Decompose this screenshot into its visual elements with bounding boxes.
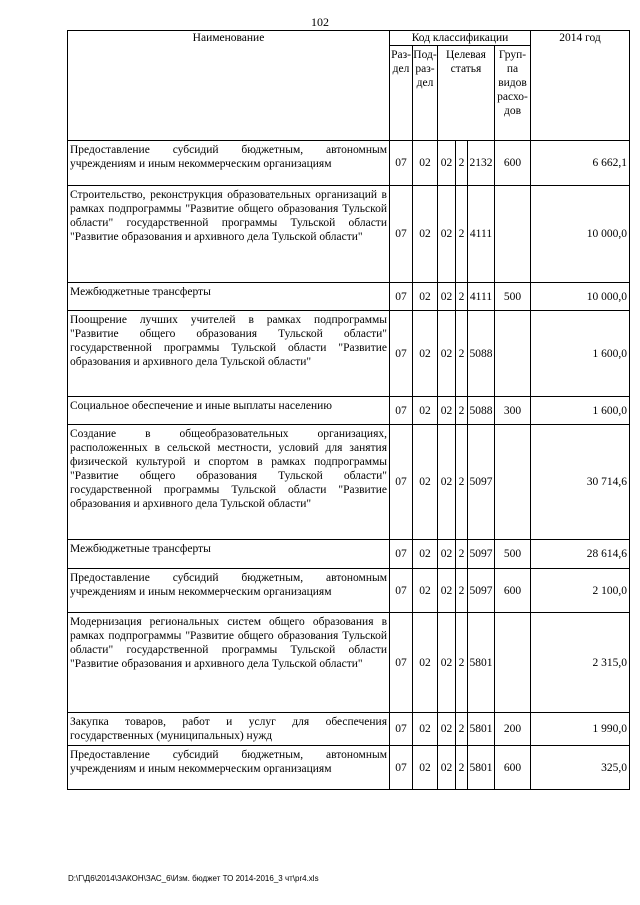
row-target-3: 4111 (468, 186, 495, 283)
row-target-3: 5801 (468, 746, 495, 790)
table-row (68, 613, 630, 713)
table-row (68, 283, 630, 311)
row-target-1: 02 (438, 397, 456, 425)
row-sum: 1 600,0 (531, 397, 630, 425)
table-row (68, 311, 630, 397)
row-name: Межбюджетные трансферты (68, 540, 390, 569)
header-name: Наименование (68, 31, 390, 141)
row-subsection: 02 (413, 713, 438, 746)
row-sum: 6 662,1 (531, 141, 630, 186)
row-subsection: 02 (413, 141, 438, 186)
table-body (68, 141, 630, 790)
page-number: 102 (311, 15, 329, 29)
row-target-1: 02 (438, 141, 456, 186)
budget-table (67, 30, 630, 790)
header-code: Код классификации (390, 31, 531, 46)
row-section: 07 (390, 540, 413, 569)
header-subsection: Под- раз- дел (413, 46, 438, 141)
row-section: 07 (390, 613, 413, 713)
row-sum: 1 600,0 (531, 311, 630, 397)
row-subsection: 02 (413, 397, 438, 425)
row-target-3: 2132 (468, 141, 495, 186)
row-subsection: 02 (413, 540, 438, 569)
row-target-2: 2 (456, 186, 468, 283)
table-row (68, 540, 630, 569)
row-group: 500 (495, 283, 531, 311)
row-section: 07 (390, 311, 413, 397)
row-group: 600 (495, 569, 531, 613)
row-target-2: 2 (456, 425, 468, 540)
row-target-2: 2 (456, 713, 468, 746)
row-name: Создание в общеобразовательных организациях, расположенных в сельской местности, условий для занятия физической культурой и спортом в рамках подпрограммы "Развитие общего образования Тульской области" государственной программы Тульской области "Развитие образования и архивного дела Тульской области" (68, 425, 390, 540)
row-sum: 10 000,0 (531, 283, 630, 311)
row-sum: 325,0 (531, 746, 630, 790)
table-row (68, 141, 630, 186)
row-group: 300 (495, 397, 531, 425)
row-subsection: 02 (413, 311, 438, 397)
row-group (495, 425, 531, 540)
header-section: Раз- дел (390, 46, 413, 141)
row-target-1: 02 (438, 186, 456, 283)
row-target-2: 2 (456, 311, 468, 397)
row-target-2: 2 (456, 141, 468, 186)
row-target-3: 5801 (468, 713, 495, 746)
row-group: 600 (495, 746, 531, 790)
row-section: 07 (390, 186, 413, 283)
row-name: Строительство, реконструкция образовательных организаций в рамках подпрограммы "Развитие общего образования Тульской области" государственной программы Тульской области "Развитие образования и архивного дела Тульской области" (68, 186, 390, 283)
row-target-3: 5097 (468, 540, 495, 569)
row-group: 200 (495, 713, 531, 746)
table-row (68, 186, 630, 283)
row-sum: 30 714,6 (531, 425, 630, 540)
row-target-1: 02 (438, 569, 456, 613)
row-target-3: 4111 (468, 283, 495, 311)
file-path-footer: D:\Г\Д6\2014\ЗАКОН\ЗАС_6\Изм. бюджет ТО 2014-2016_3 чт\pr4.xls (68, 874, 319, 883)
row-target-2: 2 (456, 283, 468, 311)
row-target-3: 5097 (468, 569, 495, 613)
row-target-1: 02 (438, 613, 456, 713)
row-sum: 10 000,0 (531, 186, 630, 283)
row-group (495, 311, 531, 397)
row-target-3: 5097 (468, 425, 495, 540)
row-group (495, 186, 531, 283)
table-row (68, 713, 630, 746)
row-name: Социальное обеспечение и иные выплаты населению (68, 397, 390, 425)
row-section: 07 (390, 425, 413, 540)
row-target-1: 02 (438, 283, 456, 311)
row-group: 600 (495, 141, 531, 186)
row-sum: 1 990,0 (531, 713, 630, 746)
row-subsection: 02 (413, 425, 438, 540)
row-sum: 2 100,0 (531, 569, 630, 613)
row-name: Предоставление субсидий бюджетным, автономным учреждениям и иным некоммерческим организациям (68, 569, 390, 613)
header-year: 2014 год (531, 31, 630, 141)
row-target-1: 02 (438, 311, 456, 397)
row-target-2: 2 (456, 540, 468, 569)
row-name: Предоставление субсидий бюджетным, автономным учреждениям и иным некоммерческим организациям (68, 746, 390, 790)
header-group: Груп- па видов расхо- дов (495, 46, 531, 141)
row-target-1: 02 (438, 425, 456, 540)
row-name: Предоставление субсидий бюджетным, автономным учреждениям и иным некоммерческим организациям (68, 141, 390, 186)
row-section: 07 (390, 141, 413, 186)
row-target-1: 02 (438, 713, 456, 746)
row-target-2: 2 (456, 746, 468, 790)
row-name: Закупка товаров, работ и услуг для обеспечения государственных (муниципальных) нужд (68, 713, 390, 746)
row-name: Модернизация региональных систем общего образования в рамках подпрограммы "Развитие общего образования Тульской области" государственной программы Тульской области "Развитие образования и архивного дела Тульской области" (68, 613, 390, 713)
row-target-3: 5088 (468, 397, 495, 425)
row-target-2: 2 (456, 613, 468, 713)
row-subsection: 02 (413, 746, 438, 790)
row-subsection: 02 (413, 613, 438, 713)
row-sum: 28 614,6 (531, 540, 630, 569)
row-sum: 2 315,0 (531, 613, 630, 713)
row-name: Межбюджетные трансферты (68, 283, 390, 311)
row-section: 07 (390, 569, 413, 613)
row-target-2: 2 (456, 569, 468, 613)
header-target: Целевая статья (438, 46, 495, 141)
row-subsection: 02 (413, 569, 438, 613)
row-target-3: 5801 (468, 613, 495, 713)
row-group (495, 613, 531, 713)
table-row (68, 425, 630, 540)
row-target-3: 5088 (468, 311, 495, 397)
row-section: 07 (390, 283, 413, 311)
row-name: Поощрение лучших учителей в рамках подпрограммы "Развитие общего образования Тульской области" государственной программы Тульской области "Развитие образования и архивного дела Тульской области" (68, 311, 390, 397)
row-target-1: 02 (438, 540, 456, 569)
row-target-1: 02 (438, 746, 456, 790)
table-row (68, 397, 630, 425)
table-row (68, 569, 630, 613)
row-target-2: 2 (456, 397, 468, 425)
table-row (68, 746, 630, 790)
row-section: 07 (390, 397, 413, 425)
row-section: 07 (390, 713, 413, 746)
row-subsection: 02 (413, 283, 438, 311)
row-group: 500 (495, 540, 531, 569)
row-subsection: 02 (413, 186, 438, 283)
row-section: 07 (390, 746, 413, 790)
